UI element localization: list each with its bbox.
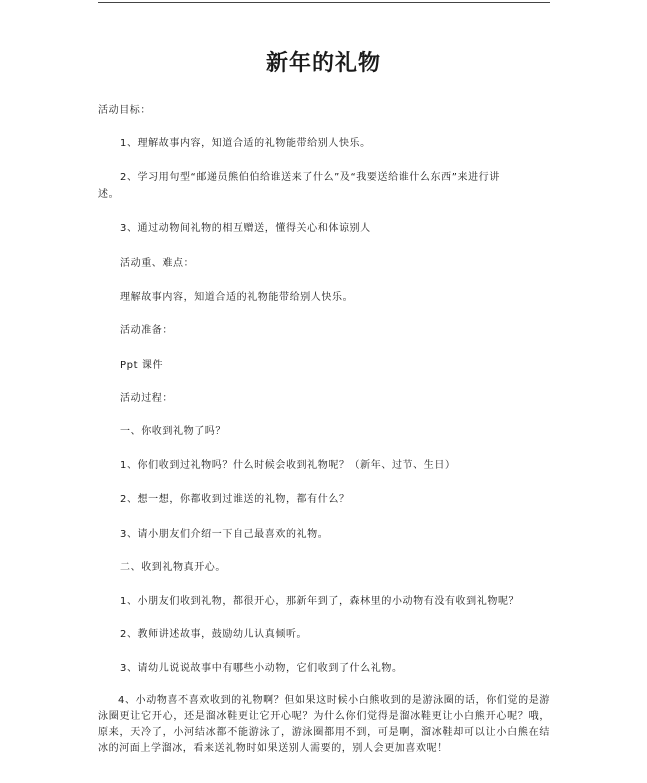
key-point-text: 理解故事内容，知道合适的礼物能带给别人快乐。	[120, 292, 354, 303]
process-part-1-item-2: 2、想一想，你都收到过谁送的礼物，都有什么？	[120, 494, 350, 505]
goal-item-2: 2、学习用句型“邮递员熊伯伯给谁送来了什么”及“我要送给谁什么东西”来进行讲	[120, 172, 500, 183]
paragraph-text: 4、小动物喜不喜欢收到的礼物啊？但如果这时候小白熊收到的是游泳圈的话，你们觉的是游泳圈更让它开心，还是溜冰鞋更让它开心呢？为什么你们觉得是溜冰鞋更让小白熊开心呢？哦，原来，天冷了，小河结冰都不能游泳了，游泳圈都用不到，可是啊，溜冰鞋却可以让小白熊在结冰的河面上学溜冰，看来送礼物时如果送别人需要的，别人会更加喜欢呢！	[98, 695, 550, 754]
header-rule	[98, 2, 550, 3]
process-part-2-heading: 二、收到礼物真开心。	[120, 562, 226, 573]
preparation-text: Ppt 课件	[120, 360, 164, 371]
process-part-1-heading: 一、你收到礼物了吗？	[120, 426, 226, 437]
process-part-2-item-2: 2、教师讲述故事，鼓励幼儿认真倾听。	[120, 629, 308, 640]
goal-item-3: 3、通过动物间礼物的相互赠送，懂得关心和体谅别人	[120, 223, 371, 234]
process-part-2-item-1: 1、小朋友们收到礼物，都很开心，那新年到了，森林里的小动物有没有收到礼物呢？	[120, 596, 520, 607]
process-part-1-item-3: 3、请小朋友们介绍一下自己最喜欢的礼物。	[120, 529, 329, 540]
section-heading-goals: 活动目标：	[98, 105, 151, 116]
document-title: 新年的礼物	[265, 50, 381, 76]
goal-item-1: 1、理解故事内容，知道合适的礼物能带给别人快乐。	[120, 138, 371, 149]
process-part-1-item-1: 1、你们收到过礼物吗？什么时候会收到礼物呢？（新年、过节、生日）	[120, 460, 456, 471]
goal-item-2-continued: 述。	[98, 189, 120, 200]
section-heading-process: 活动过程：	[120, 393, 173, 404]
process-part-2-item-4-paragraph	[98, 693, 550, 757]
section-heading-key-points: 活动重、难点：	[120, 258, 195, 269]
process-part-2-item-3: 3、请幼儿说说故事中有哪些小动物，它们收到了什么礼物。	[120, 663, 403, 674]
section-heading-preparation: 活动准备：	[120, 325, 173, 336]
